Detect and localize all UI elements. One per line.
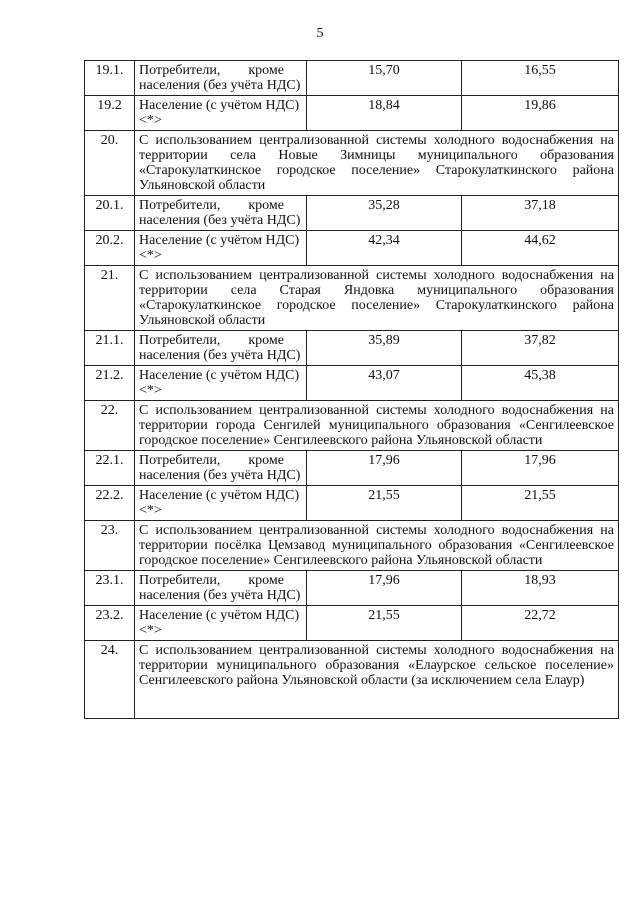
section-description [135,521,619,571]
section-row [85,521,619,571]
tariff-value-period-2: 21,55 [462,486,619,521]
tariff-table [84,60,619,719]
consumer-category: Потребители, кроме населения (без учёта НДС) [135,196,307,231]
tariff-value-period-2: 17,96 [462,451,619,486]
tariff-value-period-1: 35,28 [307,196,462,231]
row-number: 20. [85,131,135,196]
section-description [135,131,619,196]
tariff-value-period-2: 45,38 [462,366,619,401]
tariff-value-period-2: 19,86 [462,96,619,131]
row-number: 19.2 [85,96,135,131]
section-description-text: С использованием централизованной системы холодного водоснабжения на территории села Старая Яндовка муниципального образования «Старокулаткинское городское поселение» Старокулаткинского района Ульяновской области [139,268,614,328]
consumer-category: Население (с учётом НДС) <*> [135,366,307,401]
tariff-value-period-1: 35,89 [307,331,462,366]
tariff-value-period-1: 17,96 [307,571,462,606]
tariff-value-period-1: 42,34 [307,231,462,266]
row-number: 22.1. [85,451,135,486]
tariff-row [85,486,619,521]
section-description-text: С использованием централизованной системы холодного водоснабжения на территории посёлка Цемзавод муниципального образования «Сенгилеевское городское поселение» Сенгилеевского района Ульяновской области [139,523,614,568]
tariff-value-period-2: 22,72 [462,606,619,641]
consumer-category: Население (с учётом НДС) <*> [135,486,307,521]
tariff-value-period-1: 21,55 [307,606,462,641]
section-description [135,266,619,331]
tariff-table-body [85,61,619,719]
section-description [135,401,619,451]
row-number: 24. [85,641,135,719]
row-number: 21.1. [85,331,135,366]
tariff-row [85,571,619,606]
section-row [85,266,619,331]
tariff-value-period-2: 18,93 [462,571,619,606]
tariff-row [85,96,619,131]
tariff-row [85,451,619,486]
row-number: 19.1. [85,61,135,96]
row-number: 22.2. [85,486,135,521]
consumer-category: Население (с учётом НДС) <*> [135,231,307,266]
section-description-text: С использованием централизованной системы холодного водоснабжения на территории муниципального образования «Елаурское сельское поселение» Сенгилеевского района Ульяновской области (за исключением села Елаур) [139,643,614,688]
row-number: 23. [85,521,135,571]
consumer-category: Потребители, кроме населения (без учёта НДС) [135,331,307,366]
tariff-row [85,231,619,266]
consumer-category: Население (с учётом НДС) <*> [135,96,307,131]
row-number: 20.2. [85,231,135,266]
section-description-text: С использованием централизованной системы холодного водоснабжения на территории города Сенгилей муниципального образования «Сенгилеевское городское поселение» Сенгилеевского района Ульяновской области [139,403,614,448]
tariff-value-period-1: 21,55 [307,486,462,521]
row-number: 21.2. [85,366,135,401]
tariff-value-period-1: 17,96 [307,451,462,486]
tariff-value-period-2: 37,18 [462,196,619,231]
row-number: 22. [85,401,135,451]
consumer-category: Потребители, кроме населения (без учёта НДС) [135,571,307,606]
tariff-value-period-2: 16,55 [462,61,619,96]
section-description-text: С использованием централизованной системы холодного водоснабжения на территории села Новые Зимницы муниципального образования «Старокулаткинское городское поселение» Старокулаткинского района Ульяновской области [139,133,614,193]
blank-space [139,688,614,716]
row-number: 21. [85,266,135,331]
tariff-value-period-2: 44,62 [462,231,619,266]
consumer-category: Потребители, кроме населения (без учёта НДС) [135,61,307,96]
tariff-row [85,606,619,641]
consumer-category: Потребители, кроме населения (без учёта НДС) [135,451,307,486]
tariff-value-period-1: 18,84 [307,96,462,131]
section-row [85,131,619,196]
row-number: 23.2. [85,606,135,641]
tariff-value-period-1: 43,07 [307,366,462,401]
row-number: 23.1. [85,571,135,606]
row-number: 20.1. [85,196,135,231]
section-description [135,641,619,719]
tariff-row [85,366,619,401]
section-row [85,401,619,451]
consumer-category: Население (с учётом НДС) <*> [135,606,307,641]
tariff-row [85,61,619,96]
page-number: 5 [316,26,324,41]
tariff-value-period-2: 37,82 [462,331,619,366]
tariff-row [85,331,619,366]
tariff-value-period-1: 15,70 [307,61,462,96]
tariff-row [85,196,619,231]
section-row [85,641,619,719]
